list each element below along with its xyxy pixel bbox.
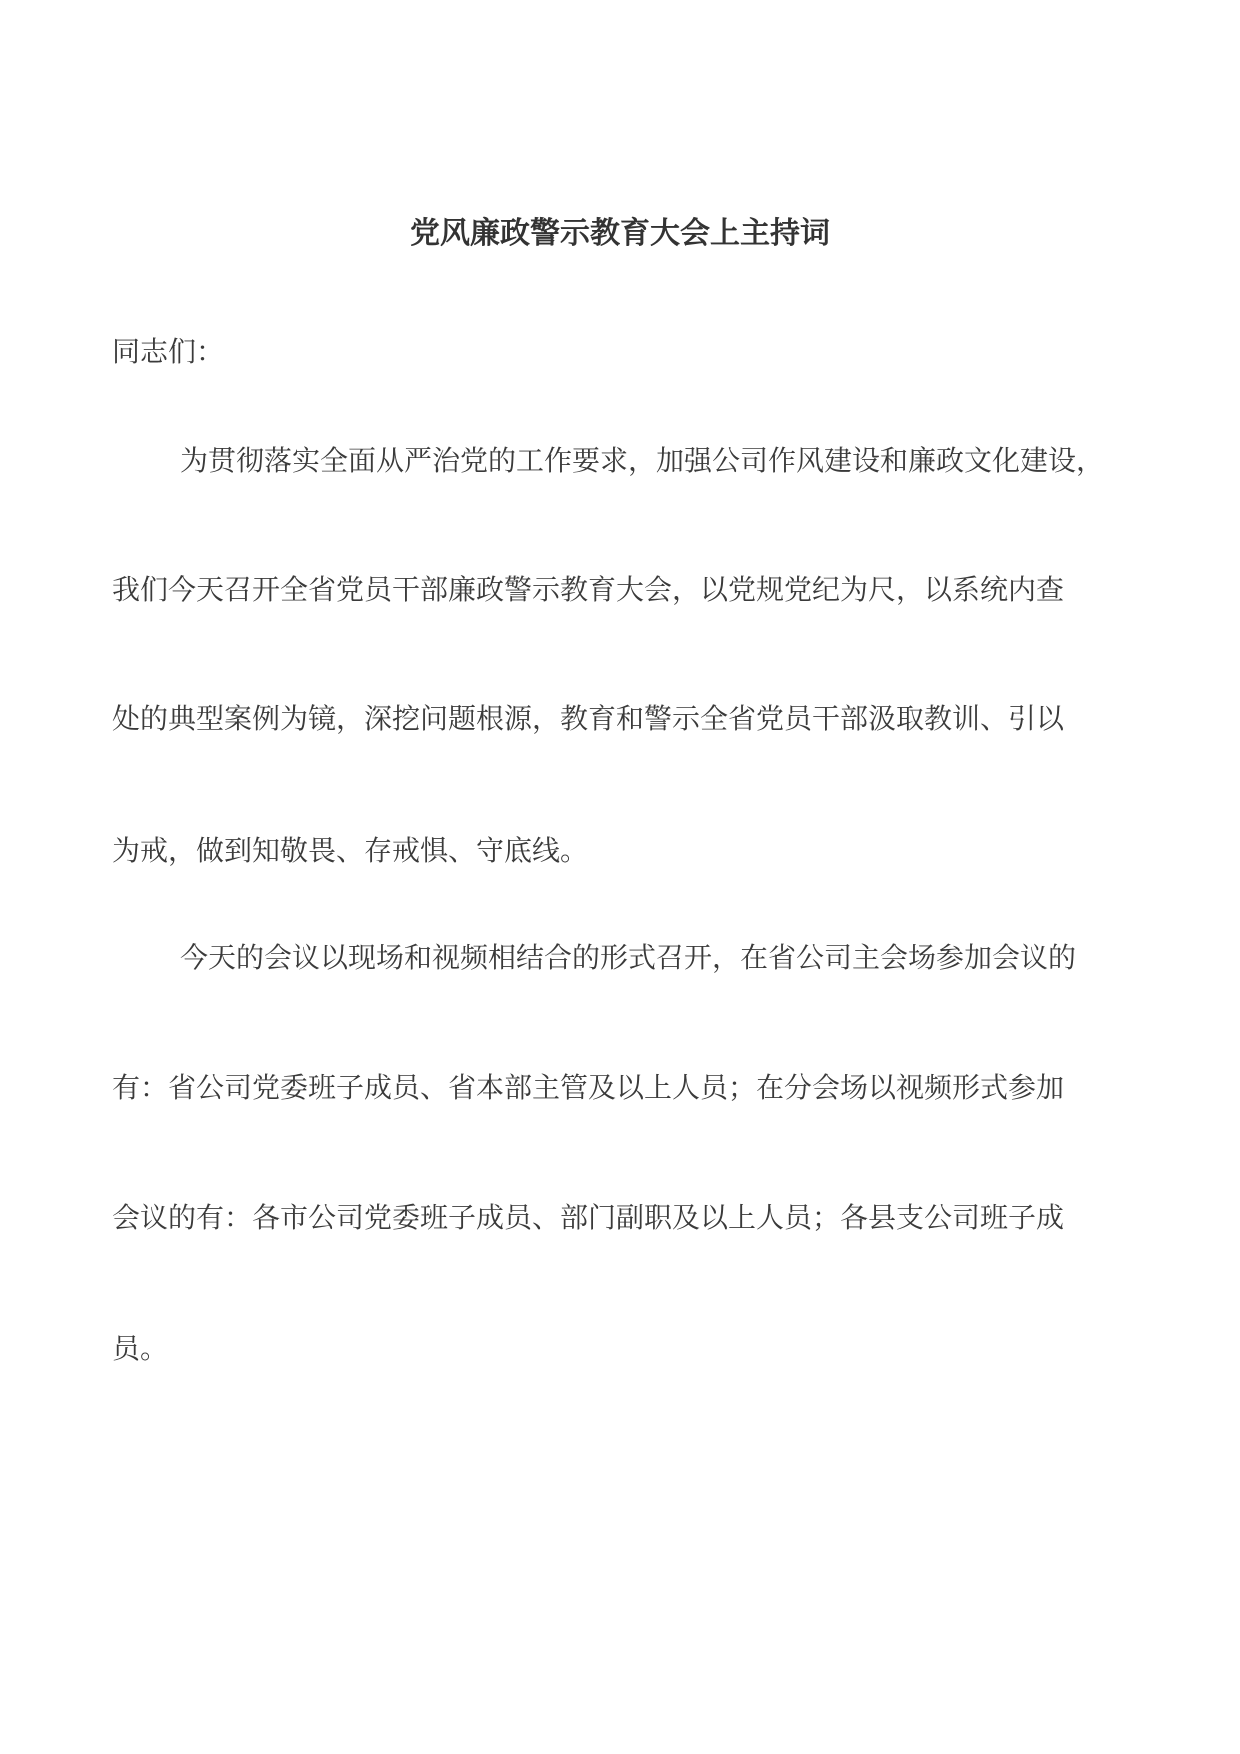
- paragraph-line: 会议的有：各市公司党委班子成员、部门副职及以上人员；各县支公司班子成: [112, 1201, 1065, 1234]
- paragraph-line: 为贯彻落实全面从严治党的工作要求，加强公司作风建设和廉政文化建设，: [180, 444, 1105, 477]
- paragraph-line: 为戒，做到知敬畏、存戒惧、守底线。: [112, 834, 589, 867]
- paragraph-line: 我们今天召开全省党员干部廉政警示教育大会，以党规党纪为尺，以系统内查: [112, 573, 1065, 606]
- document-title: 党风廉政警示教育大会上主持词: [410, 216, 830, 251]
- paragraph-line: 员。: [112, 1332, 169, 1365]
- salutation: 同志们：: [112, 335, 225, 368]
- paragraph-line: 处的典型案例为镜，深挖问题根源，教育和警示全省党员干部汲取教训、引以: [112, 702, 1065, 735]
- paragraph-line: 有：省公司党委班子成员、省本部主管及以上人员；在分会场以视频形式参加: [112, 1071, 1065, 1104]
- paragraph-line: 今天的会议以现场和视频相结合的形式召开，在省公司主会场参加会议的: [180, 941, 1077, 974]
